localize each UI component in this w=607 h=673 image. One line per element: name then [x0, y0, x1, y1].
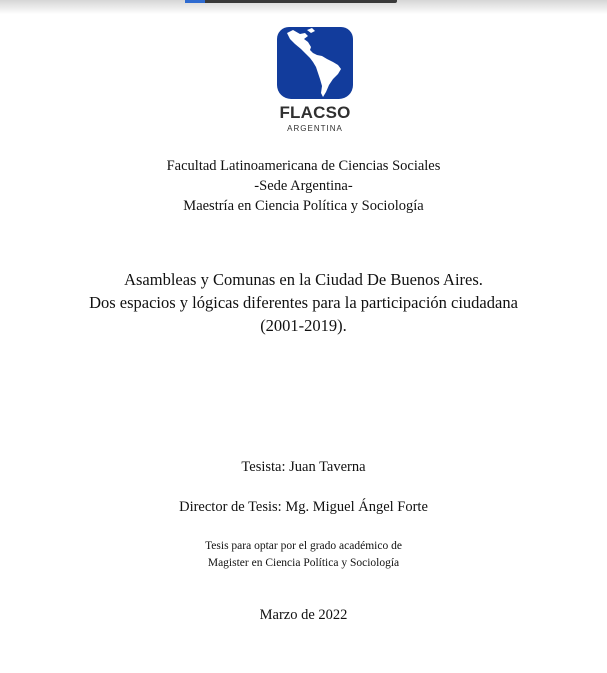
america-map-icon [277, 27, 353, 99]
thesis-title-line1: Asambleas y Comunas en la Ciudad De Buenos Aires. [124, 270, 483, 289]
thesis-author: Tesista: Juan Taverna [241, 459, 366, 475]
logo-name: FLACSO [279, 103, 351, 122]
degree-line1: Tesis para optar por el grado académico de [205, 540, 402, 552]
thesis-director: Director de Tesis: Mg. Miguel Ángel Forte [179, 499, 428, 515]
logo-shield [277, 27, 353, 99]
logo-country: ARGENTINA [287, 124, 343, 133]
thesis-date: Marzo de 2022 [259, 607, 348, 623]
viewer-toolbar-strip[interactable] [185, 0, 397, 3]
flacso-logo [275, 27, 355, 135]
viewer-top-bar [0, 0, 607, 14]
institution-program: Maestría en Ciencia Política y Sociología [183, 198, 424, 214]
degree-line2: Magister en Ciencia Política y Sociología [207, 557, 400, 569]
toolbar-accent [185, 0, 205, 3]
institution-seat: -Sede Argentina- [254, 178, 353, 194]
thesis-title-line2: Dos espacios y lógicas diferentes para la participación ciudadana [89, 293, 518, 312]
thesis-title-line3: (2001-2019). [260, 316, 347, 335]
institution-name: Facultad Latinoamericana de Ciencias Sociales [166, 158, 441, 174]
